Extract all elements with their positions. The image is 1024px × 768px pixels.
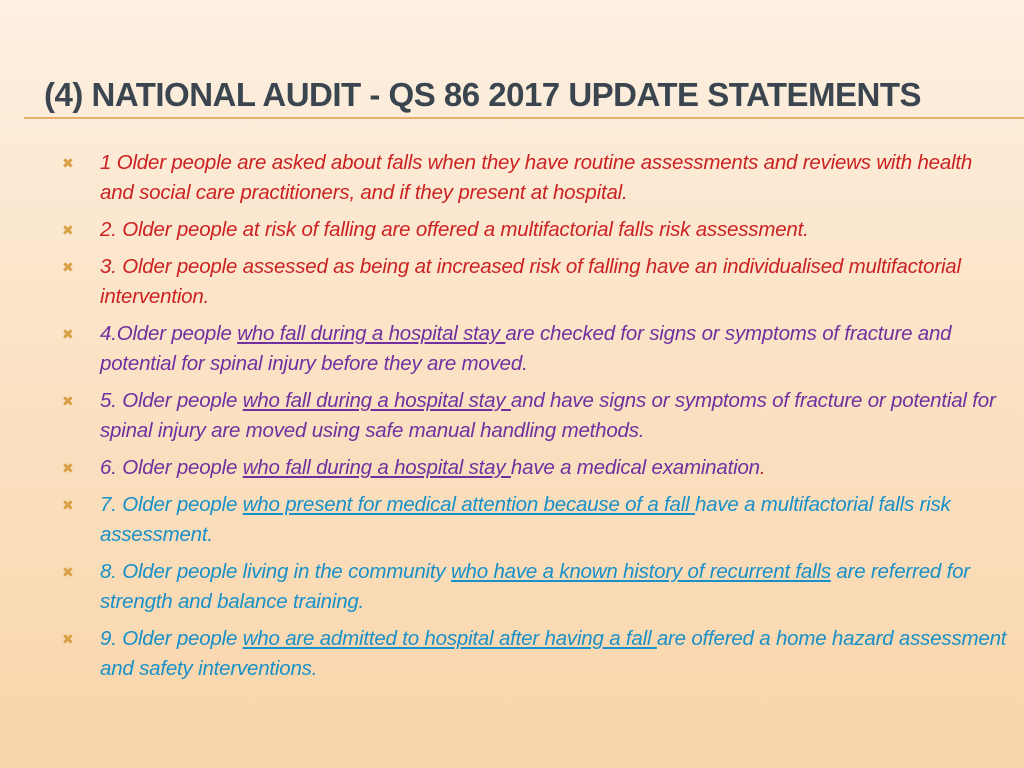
x-mark-icon: ✖ [62,259,74,275]
statement-prefix: 4.Older people [100,322,238,345]
statement-link: who fall during a hospital stay [242,389,511,412]
list-item [60,319,1010,379]
statement-link: who present for medical attention because of a fall [242,493,695,516]
statement-prefix: 8. Older people living in the community [100,560,451,583]
list-item [60,148,1010,208]
statements-list [60,148,1010,691]
statement-prefix: 9. Older people [100,627,243,650]
list-item [60,252,1010,312]
statement-suffix: are offered a home hazard assessment and safety interventions. [100,627,1007,680]
slide-title: (4) NATIONAL AUDIT - QS 86 2017 UPDATE STATEMENTS [44,76,921,113]
list-item [60,490,1010,550]
list-item [60,624,1010,684]
statement-suffix: have a multifactorial falls risk assessment. [100,493,951,546]
x-mark-icon: ✖ [62,326,74,342]
statement-suffix: are referred for strength and balance training. [100,560,970,613]
x-mark-icon: ✖ [62,155,74,171]
title-underline [24,117,1024,119]
x-mark-icon: ✖ [62,497,74,513]
list-item [60,386,1010,446]
statement-link: who are admitted to hospital after having a fall [242,627,657,650]
x-mark-icon: ✖ [62,393,74,409]
statement-prefix: 6. Older people [100,456,243,479]
statement-suffix: and have signs or symptoms of fracture or potential for spinal injury are moved using safe manual handling methods. [100,389,996,442]
list-item [60,215,1010,245]
statement-link: who have a known history of recurrent falls [450,560,831,583]
statement-end: . [759,456,766,479]
statement-prefix: 7. Older people [100,493,243,516]
statement-link: who fall during a hospital stay [237,322,506,345]
statement-text: 3. Older people assessed as being at increased risk of falling have an individualised multifactorial intervention. [100,255,961,308]
statement-text: 2. Older people at risk of falling are offered a multifactorial falls risk assessment. [100,218,809,241]
statement-text: 1 Older people are asked about falls when they have routine assessments and reviews with health and social care practitioners, and if they present at hospital. [100,151,973,204]
statement-suffix: have a medical examination [510,456,760,479]
list-item [60,557,1010,617]
statement-suffix: are checked for signs or symptoms of fracture and potential for spinal injury before they are moved. [100,322,952,375]
list-item [60,453,1010,483]
statement-link: who fall during a hospital stay [242,456,511,479]
x-mark-icon: ✖ [62,631,74,647]
x-mark-icon: ✖ [62,460,74,476]
x-mark-icon: ✖ [62,564,74,580]
statement-prefix: 5. Older people [100,389,243,412]
x-mark-icon: ✖ [62,222,74,238]
